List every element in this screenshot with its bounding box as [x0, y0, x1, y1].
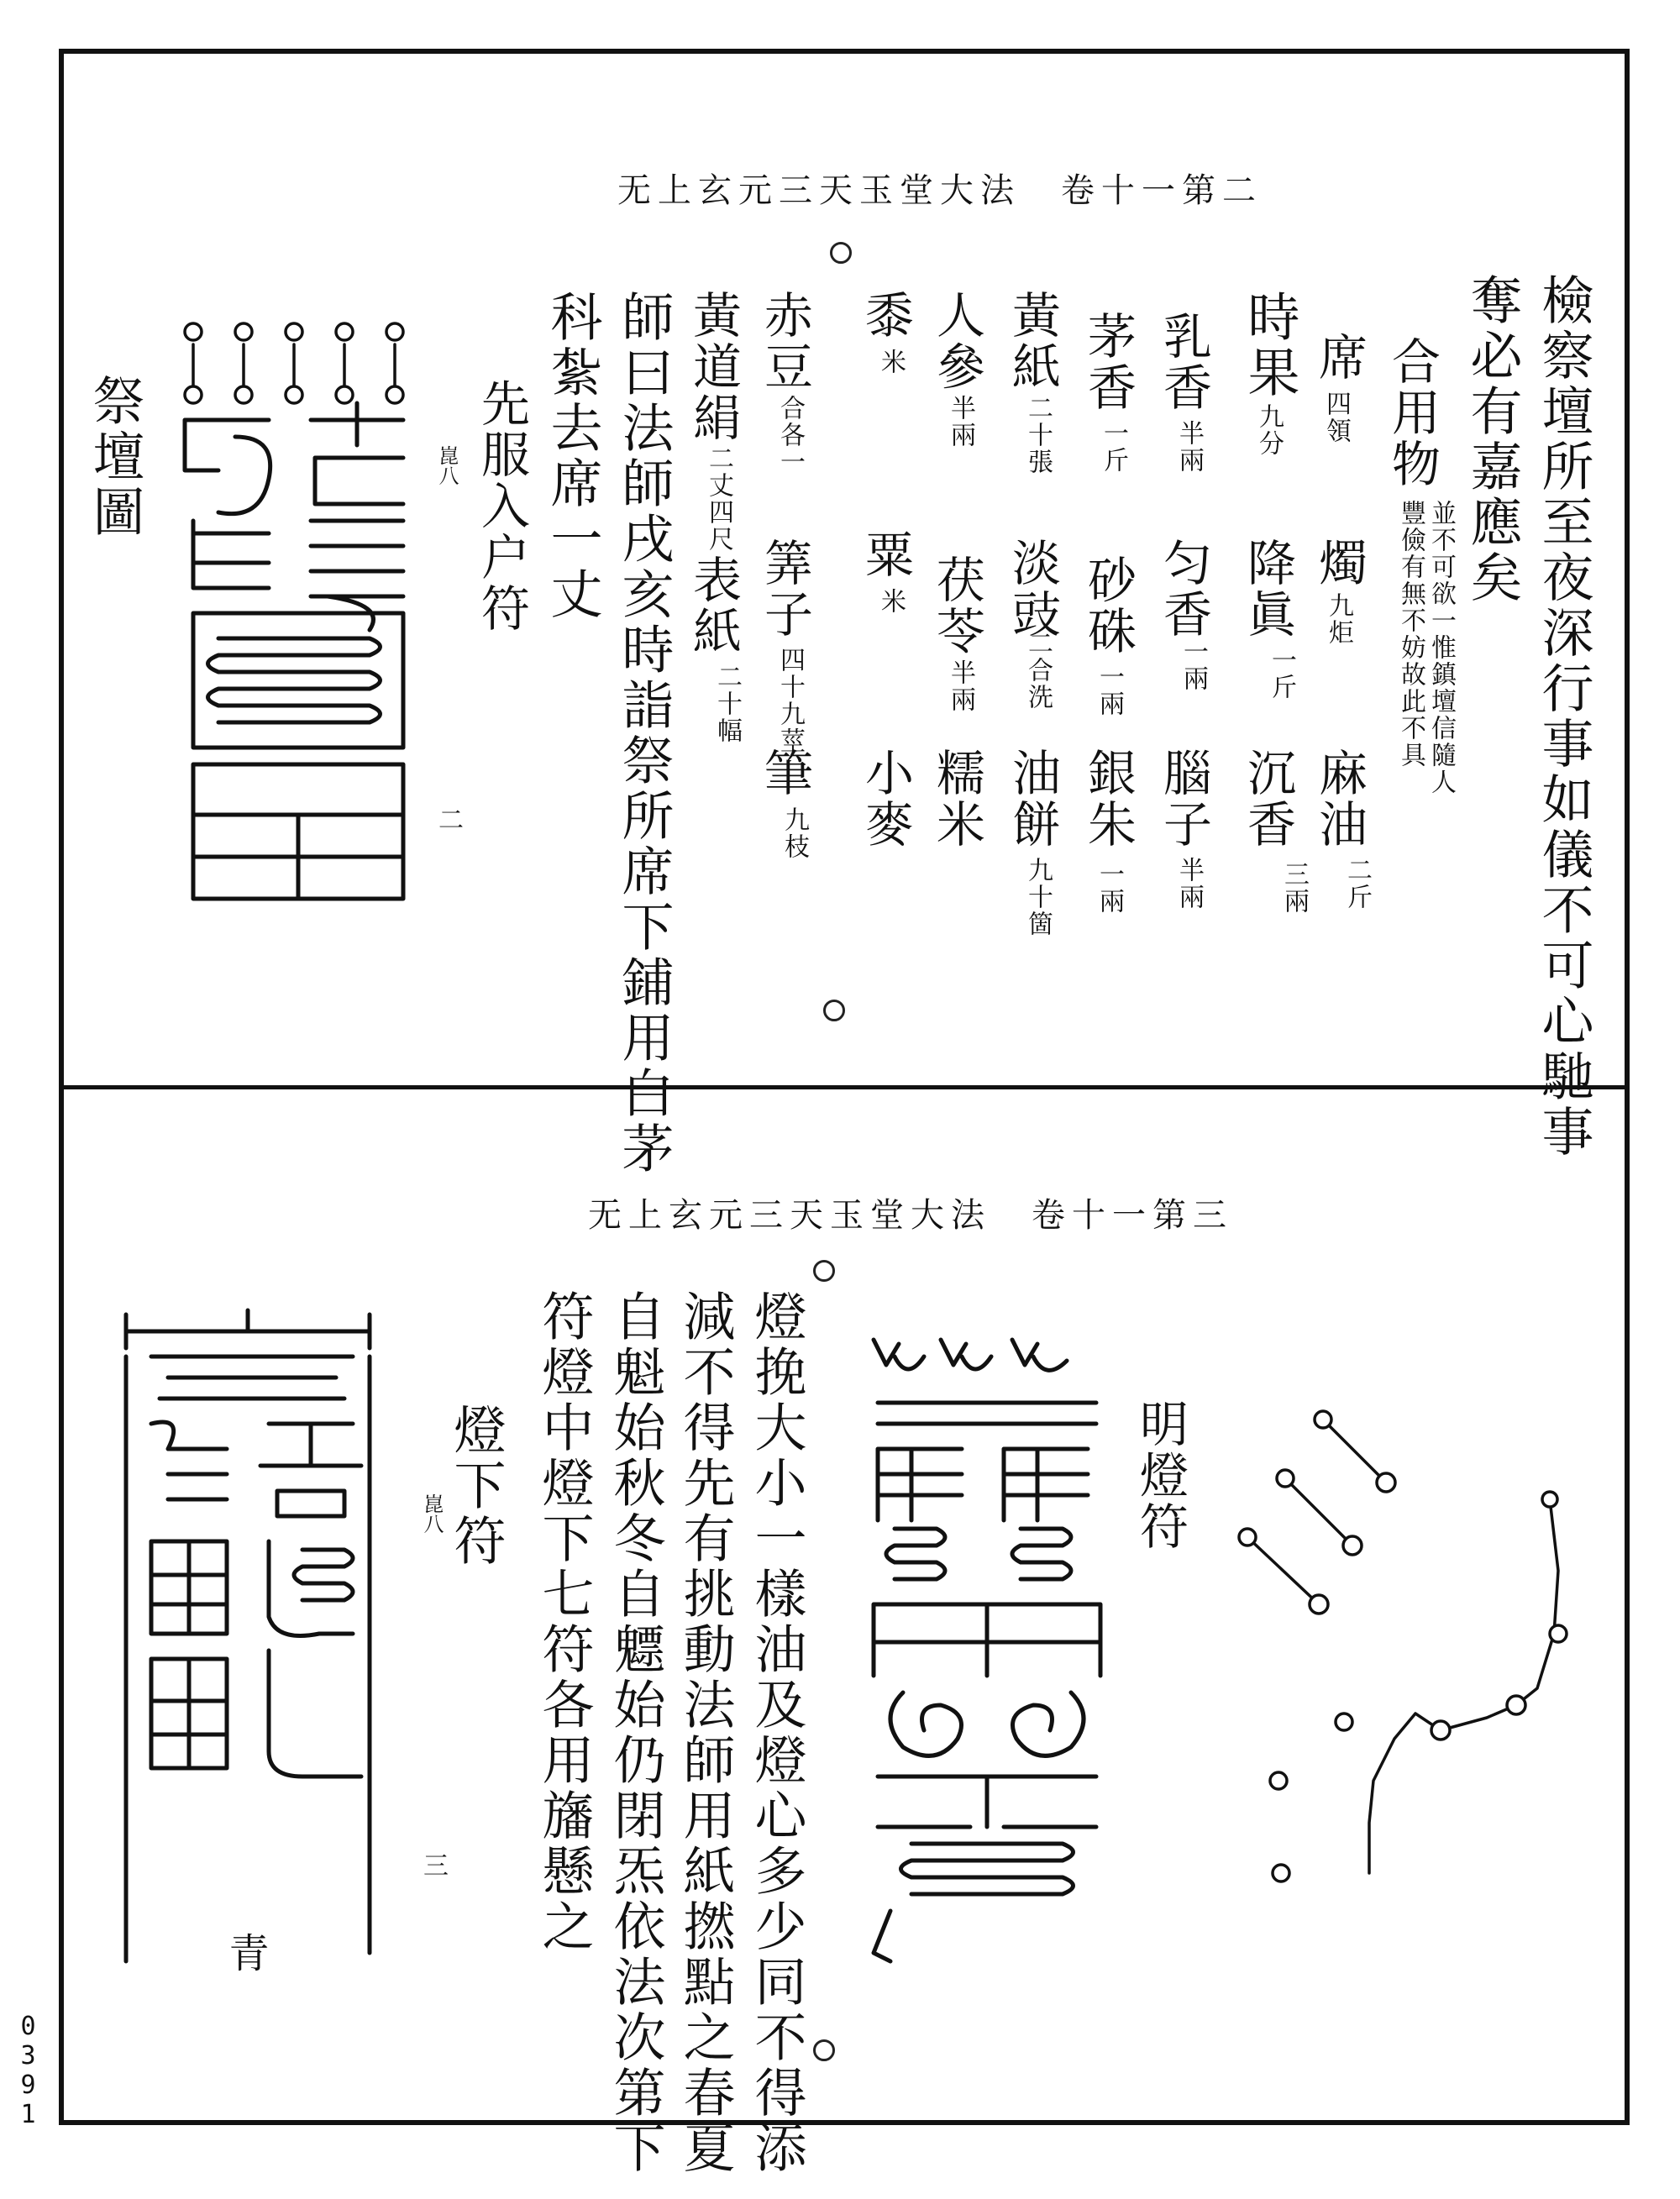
top-item-jiangzhen: 降眞 [1239, 538, 1296, 640]
top-note-xi: 四領 [1321, 391, 1351, 444]
top-note-bi: 九枝 [780, 806, 809, 860]
top-item-naozi: 腦子 [1155, 748, 1212, 850]
page-number: 0391 [13, 2012, 43, 2129]
bottom-marginal-kun: 崑八 [420, 1493, 444, 1534]
top-marginal-er: 二 [433, 806, 463, 833]
top-note-heyongwu: 豐儉有無不妨故此不具 [1396, 500, 1425, 769]
top-item-shu: 黍 [857, 290, 914, 341]
top-item-chidou: 赤豆 [756, 290, 813, 392]
top-item-nuomi: 糯米 [928, 748, 985, 850]
top-item-xi: 席 [1310, 332, 1368, 383]
bottom-talisman-label: 青 [222, 1932, 269, 1975]
bottom-text-column-2: 減不得先有挑動法師用紙撚點之春夏 [675, 1289, 736, 2176]
bottom-text-column-5: 燈下符 [445, 1403, 507, 1569]
top-note-maoxiang: 一斤 [1099, 420, 1128, 474]
top-text-column-1: 檢察壇所至夜深行事如儀不可心馳事 [1533, 273, 1594, 1160]
page-divider [59, 1085, 1630, 1089]
top-item-yinzhu: 銀朱 [1079, 748, 1137, 850]
top-note-shazhu: 一兩 [1095, 664, 1124, 717]
top-item-shiguo: 時果 [1239, 290, 1300, 401]
top-item-bi: 筆 [756, 748, 813, 799]
top-figure-title: 祭壇圖 [84, 374, 145, 540]
top-item-huangdaojuan: 黃道絹 [685, 290, 742, 443]
top-item-fuling: 茯苓 [928, 554, 985, 657]
bottom-left-talisman [101, 1298, 395, 1961]
top-note-zhu: 九炬 [1324, 592, 1353, 646]
top-note-mayou: 二斤 [1342, 857, 1372, 911]
top-item-renshen: 人參 [928, 290, 985, 392]
top-talisman-figure [168, 311, 420, 932]
top-note-danchi: 二合洗 [1023, 630, 1053, 711]
top-note-huangzhi: 二十張 [1023, 395, 1053, 475]
top-item-chenxiang: 沉香 [1239, 748, 1296, 850]
bottom-marginal-san: 三 [418, 1852, 448, 1879]
top-note-biaozhi: 二十幅 [712, 664, 742, 744]
top-text-column-xianfu: 先服入户符 [473, 378, 530, 634]
top-note-ruxiang: 半兩 [1174, 420, 1204, 474]
binding-hole-bottom-2 [813, 2039, 835, 2061]
top-marginal-kun: 崑八 [435, 445, 459, 485]
top-item-biaozhi: 表紙 [685, 554, 742, 657]
bottom-text-column-3: 自魁始秋冬自魒始仍閉炁依法次第下 [605, 1289, 666, 2176]
binding-hole-top-1 [830, 242, 852, 264]
top-item-maoxiang: 茅香 [1079, 311, 1137, 413]
top-note-shiguo: 九分 [1254, 403, 1284, 457]
top-item-suanzi: 筭子 [756, 538, 813, 640]
bottom-lamp-talisman [861, 1323, 1113, 1970]
top-note-yinzhu: 一兩 [1095, 861, 1124, 915]
top-item-yunxiang: 匀香 [1155, 538, 1212, 640]
top-note-naozi: 半兩 [1174, 857, 1204, 911]
top-text-column-2: 奪必有嘉應矣 [1462, 273, 1523, 606]
top-note-jiangzhen: 一斤 [1267, 647, 1296, 701]
binding-hole-bottom-1 [813, 1260, 835, 1282]
bottom-text-column-1: 燈挽大小一樣油及燈心多少同不得添 [746, 1289, 807, 2176]
top-text-column-shi: 師曰法師戌亥時詣祭所席下鋪用白茅 [613, 290, 675, 1177]
top-item-xiaomai: 小麥 [857, 748, 914, 850]
top-note-renshen: 半兩 [946, 395, 975, 449]
top-note-huangdaojuan: 二丈四尺 [704, 445, 733, 553]
top-item-su: 粟 [857, 529, 914, 580]
top-item-shazhu: 砂硃 [1079, 554, 1137, 657]
top-note-chidou: 合各一 [775, 395, 805, 475]
top-item-huangzhi: 黃紙 [1004, 290, 1061, 392]
top-note-fuling: 半兩 [946, 659, 975, 713]
bottom-text-column-4: 符燈中燈下七符各用旛懸之 [533, 1289, 595, 1955]
binding-hole-top-2 [823, 1000, 845, 1021]
top-item-heyongwu: 合用物 [1383, 336, 1441, 490]
top-note-shu: 米 [876, 349, 906, 375]
bottom-page-header: 无上玄元三天玉堂大法 卷十一第三 [588, 1196, 1233, 1235]
top-item-mayou: 麻油 [1310, 748, 1368, 850]
top-item-danchi: 淡豉 [1004, 538, 1061, 640]
top-note-youbing: 九十箇 [1023, 857, 1053, 937]
top-text-column-kezha: 科紮去席一丈 [542, 290, 603, 622]
top-note-chenxiang: 三兩 [1279, 861, 1309, 915]
top-note-yunxiang: 一兩 [1179, 638, 1208, 692]
top-item-ruxiang: 乳香 [1155, 311, 1212, 413]
bottom-talisman-title: 明燈符 [1131, 1399, 1189, 1552]
bottom-star-diagram [1235, 1403, 1588, 1907]
top-note-heyongwu-a: 並不可欲一惟鎮壇信隨人 [1426, 500, 1456, 795]
top-note-suanzi: 四十九莖 [775, 647, 805, 754]
top-page-header: 无上玄元三天玉堂大法 卷十一第二 [617, 171, 1263, 210]
top-item-youbing: 油餅 [1004, 748, 1061, 850]
top-item-zhu: 燭 [1310, 538, 1368, 589]
top-note-su: 米 [876, 588, 906, 615]
